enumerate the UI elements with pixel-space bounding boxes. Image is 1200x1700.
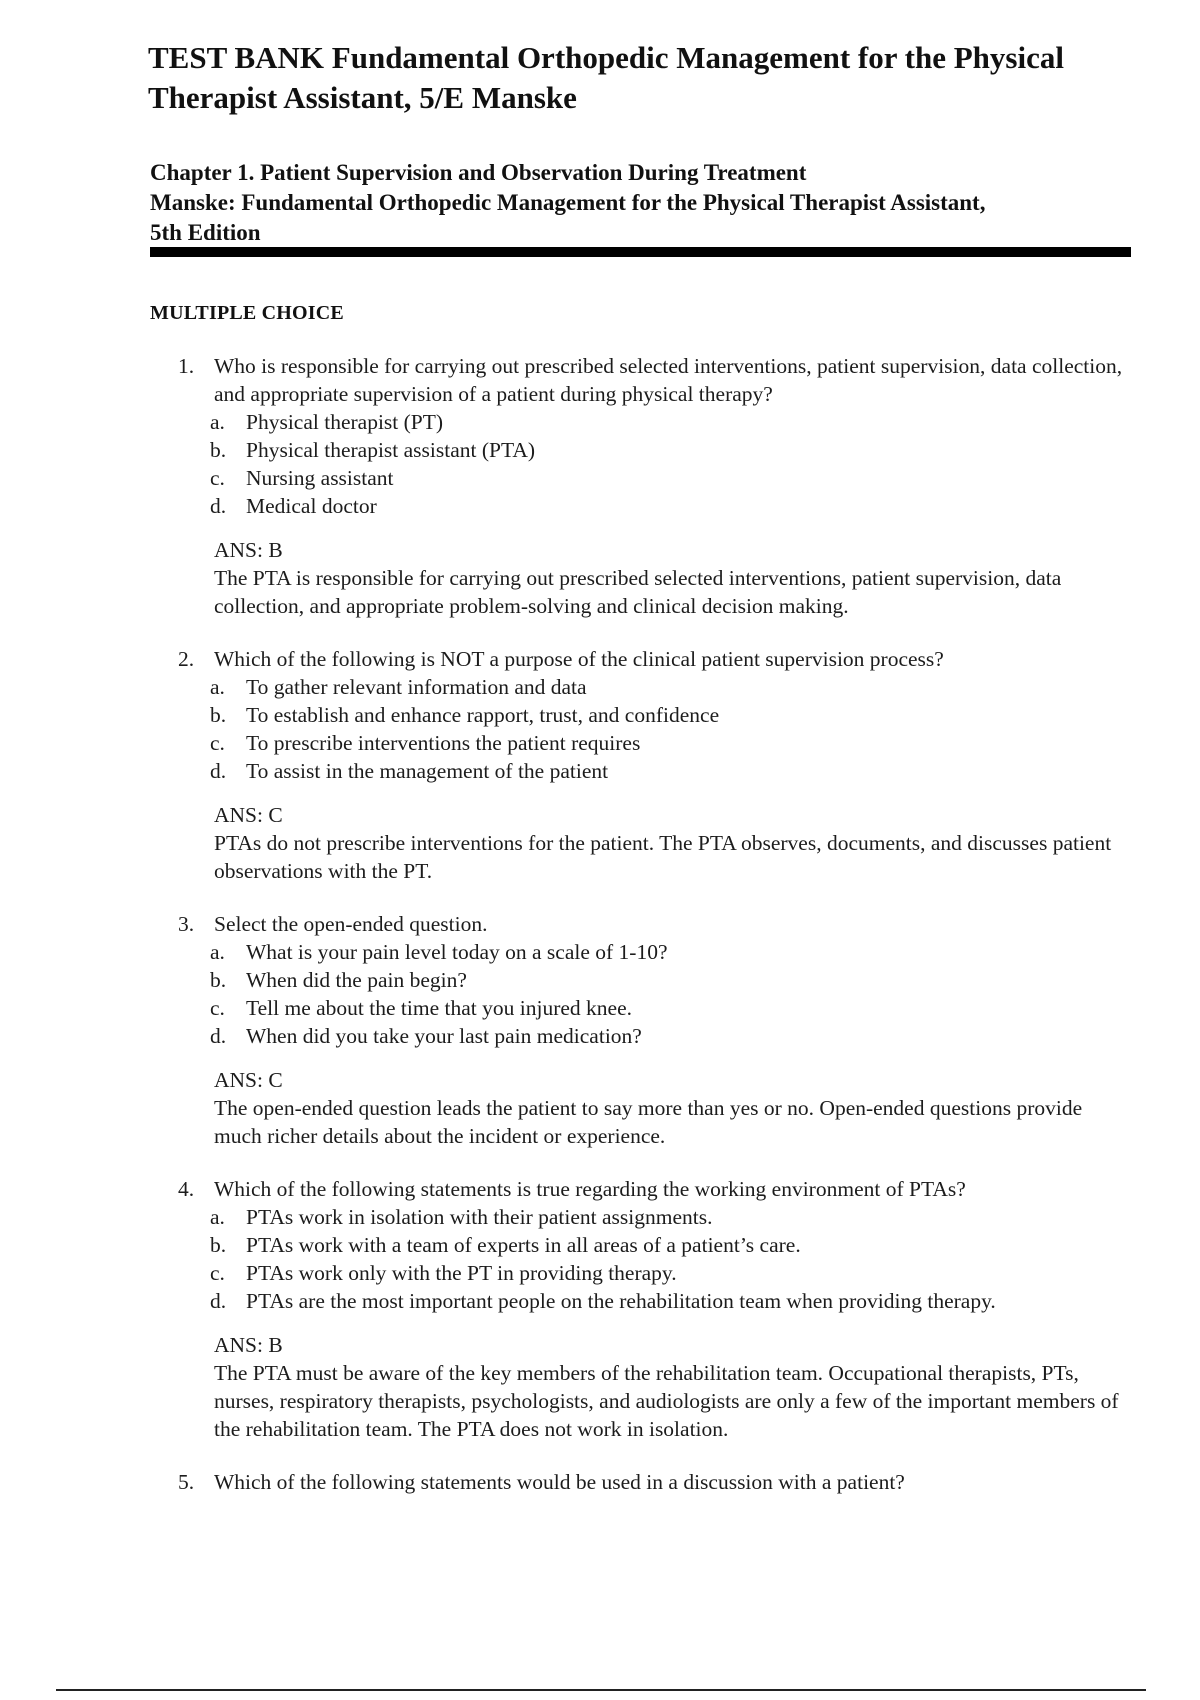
option-list [0, 673, 1200, 785]
answer-rationale: The PTA must be aware of the key members of the rehabilitation team. Occupational therapists, PTs, nurses, respiratory therapists, psychologists, and audiologists are only a few of the important members of the rehabilitation team. The PTA does not work in isolation. [214, 1361, 1119, 1441]
option-letter: b. [210, 968, 227, 992]
question-number: 3. [178, 912, 195, 936]
answer-rationale: The PTA is responsible for carrying out prescribed selected interventions, patient supervision, data collection, and appropriate problem-solving and clinical decision making. [214, 566, 1062, 618]
option-text: Nursing assistant [246, 466, 394, 490]
option-letter: b. [210, 1233, 227, 1257]
option-letter: c. [210, 731, 225, 755]
option-letter: a. [210, 1205, 225, 1229]
document-title: TEST BANK Fundamental Orthopedic Management for the Physical Therapist Assistant, 5/E Manske [148, 40, 1064, 115]
book-edition: 5th Edition [150, 220, 261, 245]
book-citation: Manske: Fundamental Orthopedic Management for the Physical Therapist Assistant, [150, 190, 986, 215]
question-number: 5. [178, 1470, 195, 1494]
question-text: Which of the following is NOT a purpose of the clinical patient supervision process? [214, 647, 944, 671]
page-bottom-divider [56, 1689, 1146, 1691]
answer-block [0, 1331, 1134, 1443]
option-text: Physical therapist (PT) [246, 410, 444, 434]
option-text: PTAs work in isolation with their patient assignments. [246, 1205, 713, 1229]
option-text: PTAs work with a team of experts in all areas of a patient’s care. [246, 1233, 801, 1257]
option-a [0, 673, 1016, 701]
answer-block [0, 536, 1134, 620]
option-c [0, 729, 1016, 757]
question-text: Select the open-ended question. [214, 912, 488, 936]
option-text: When did you take your last pain medication? [246, 1024, 642, 1048]
option-letter: a. [210, 675, 225, 699]
option-text: PTAs work only with the PT in providing therapy. [246, 1261, 677, 1285]
question-1 [0, 352, 1200, 620]
option-text: Medical doctor [246, 494, 377, 518]
option-list [0, 408, 1200, 520]
option-a [0, 408, 1016, 436]
option-b [0, 436, 1016, 464]
option-letter: d. [210, 759, 227, 783]
option-letter: c. [210, 466, 225, 490]
question-list [0, 352, 1200, 1521]
option-b [0, 701, 1016, 729]
answer-key: ANS: B [214, 538, 283, 562]
option-d [0, 492, 1016, 520]
section-heading: MULTIPLE CHOICE [150, 302, 344, 324]
option-c [0, 464, 1016, 492]
option-letter: d. [210, 1289, 227, 1313]
option-d [0, 1022, 1016, 1050]
answer-block [0, 1066, 1134, 1150]
answer-block [0, 801, 1134, 885]
answer-key: ANS: C [214, 803, 283, 827]
answer-rationale: PTAs do not prescribe interventions for the patient. The PTA observes, documents, and discusses patient observations with the PT. [214, 831, 1112, 883]
option-text: When did the pain begin? [246, 968, 467, 992]
question-3 [0, 910, 1200, 1150]
option-b [0, 1231, 1016, 1259]
question-number: 1. [178, 354, 195, 378]
question-2 [0, 645, 1200, 885]
option-c [0, 994, 1016, 1022]
question-text: Which of the following statements is true regarding the working environment of PTAs? [214, 1177, 966, 1201]
option-text: To gather relevant information and data [246, 675, 587, 699]
answer-rationale: The open-ended question leads the patient to say more than yes or no. Open-ended questions provide much richer details about the incident or experience. [214, 1096, 1083, 1148]
question-number: 4. [178, 1177, 195, 1201]
option-text: PTAs are the most important people on the rehabilitation team when providing therapy. [246, 1289, 996, 1313]
option-text: What is your pain level today on a scale of 1-10? [246, 940, 668, 964]
option-d [0, 1287, 1016, 1315]
option-letter: a. [210, 410, 225, 434]
question-text: Which of the following statements would be used in a discussion with a patient? [214, 1470, 905, 1494]
option-d [0, 757, 1016, 785]
option-letter: c. [210, 1261, 225, 1285]
option-letter: d. [210, 1024, 227, 1048]
question-4 [0, 1175, 1200, 1443]
option-letter: b. [210, 438, 227, 462]
option-letter: a. [210, 940, 225, 964]
option-c [0, 1259, 1016, 1287]
question-5 [0, 1468, 1200, 1496]
option-text: To prescribe interventions the patient requires [246, 731, 641, 755]
option-text: Physical therapist assistant (PTA) [246, 438, 536, 462]
option-letter: c. [210, 996, 225, 1020]
option-list [0, 1203, 1200, 1315]
option-text: To assist in the management of the patient [246, 759, 609, 783]
option-text: To establish and enhance rapport, trust, and confidence [246, 703, 720, 727]
option-text: Tell me about the time that you injured knee. [246, 996, 632, 1020]
chapter-header [150, 158, 1140, 248]
question-text: Who is responsible for carrying out prescribed selected interventions, patient supervision, data collection, and appropriate supervision of a patient during physical therapy? [214, 354, 1123, 406]
option-letter: d. [210, 494, 227, 518]
question-number: 2. [178, 647, 195, 671]
answer-key: ANS: B [214, 1333, 283, 1357]
header-divider [150, 247, 1131, 257]
option-a [0, 938, 1016, 966]
option-a [0, 1203, 1016, 1231]
chapter-title: Chapter 1. Patient Supervision and Observation During Treatment [150, 160, 807, 185]
option-letter: b. [210, 703, 227, 727]
option-list [0, 938, 1200, 1050]
option-b [0, 966, 1016, 994]
answer-key: ANS: C [214, 1068, 283, 1092]
